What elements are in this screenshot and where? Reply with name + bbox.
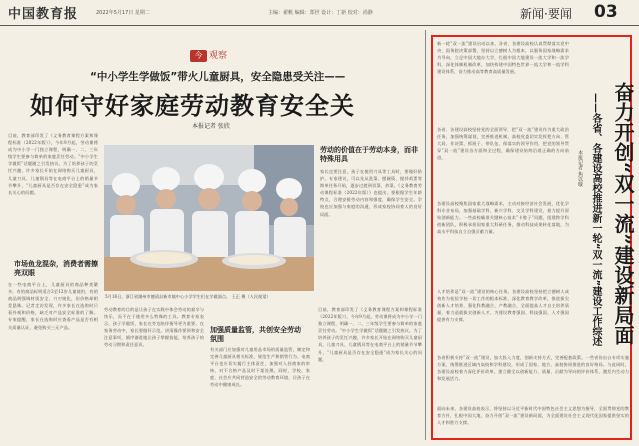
subhead-3: 加强质量监管，共创安全劳动氛围 [210, 326, 301, 343]
students-cooking-photo [104, 145, 314, 291]
article-byline: 本报记者 张欣 [192, 123, 230, 130]
masthead [0, 0, 639, 26]
photo-caption: 5月16日，浙江省湖州市德清县新市镇中心小学学生们在学做面点。 王正 摄（人民视觉） [105, 294, 271, 299]
newspaper-logo: 中国教育报 [8, 7, 79, 22]
article-body-col4b: 目前，教育部印发了《义务教育课程方案和课程标准（2022年版）》，今年9月起，劳动课将成为中小学一门独立课程，明确一、二、三年级学生要参与简单的家庭烹饪劳动。“中小学生学做饭”话题随之引发热议。为了培养孩子的烹饪兴趣，许多家长开始在网络购买儿童厨具，儿童刀具、儿童锅具等在电商平台上的销量节节攀升，“儿童厨具是否存在安全隐患”成为家长关心的问题。 [318, 307, 422, 362]
right-body-col3b: 面向未来，各建设高校表示，将坚持以习近平新时代中国特色社会主义思想为指导，全面贯彻党的教育方针，扎根中国大地，奋力开创“双一流”建设新局面，为全面建设社会主义现代化国家提供坚实的人才和智力支撑。 [437, 406, 629, 426]
subhead-1: 市场鱼龙混杂，消费者需擦亮双眼 [14, 260, 98, 277]
right-body-col2: 各建设高校聚焦国家重大战略需求，主动对接经济社会发展，优化学科专业布局，加强基础学科、新兴学科、交叉学科建设，着力提升原始创新能力。一些高校瞄准关键核心技术“卡脖子”问题，组建跨学科创新团队，积极承担国家重大科研任务，推动科技成果转化落地，为高水平科技自立自强贡献力量。 [437, 201, 569, 235]
column-tag [190, 43, 227, 62]
subhead-2: 劳动的价值在于劳动本身，而非特殊用具 [320, 146, 418, 163]
column-tag-label: 观察 [209, 51, 228, 61]
right-article-headline: 奋力开创“双一流”建设新局面 [611, 82, 635, 346]
right-article-byline: 本报记者 焦以璇 [577, 150, 583, 187]
column-divider [425, 30, 426, 440]
right-body-col3: 各省积极支持“双一流”建设，加大投入力度，创新支持方式，完善配套政策。一些省份出台专项实施方案，统筹推进区域内高校和学科建设，形成了国家、地方、高校协同推进的良好格局。与此同时，各建设高校着力深化评价改革，建立健全以创新能力、质量、贡献为导向的评价体系，激发内生动力和发展活力。 [437, 355, 629, 382]
right-body-col1b: 各省、各建设高校坚持党的全面领导，把“双一流”建设作为重大政治任务，加强统筹谋划，完善推进机制。高校党委切实发挥把方向、管大局、作决策、抓班子、带队伍、保落实的领导作用，把党的领导贯穿“双一流”建设各方面和全过程，确保建设始终沿着正确的方向前进。 [437, 127, 569, 161]
article-body-col1b: 在一些电商平台上，儿童厨具的商品种类繁多，有的商品标明适合3至12岁儿童使用，有的商品则强调材质安全、刀刃钝化，但价格却相差悬殊。记者走访发现，许多家长在选购时只看外观和价格，缺乏对产品安全标准的了解。专家提醒，家长在选购时应查看产品是否有相关质量认证，避免购买三无产品。 [8, 282, 98, 330]
article-body-col1: 目前，教育部印发了《义务教育课程方案和课程标准（2022年版）》，今年9月起，劳动课将成为中小学一门独立课程，明确一、二、三年级学生要参与简单的家庭烹饪劳动。“中小学生学做饭”话题随之引发热议。为了培养孩子的烹饪兴趣，许多家长开始在网络购买儿童厨具，儿童刀具、儿童锅具等在电商平台上的销量节节攀升，“儿童厨具是否存在安全隐患”成为家长关心的问题。 [8, 133, 98, 195]
article-body-col3: 有关部门应加强对儿童用品市场的质量监管，制定和完善儿童厨具相关标准，规范生产和销售行为。电商平台也应切实履行主体责任，加强对入驻商家的审核，对不合格产品及时下架处理。同时，学校、家庭、社会应共同营造安全的劳动教育环境，让孩子在劳动中健康成长。 [210, 347, 310, 388]
page-number: 03 [594, 2, 618, 22]
issue-date: 2022年5月17日 星期二 [96, 10, 150, 16]
article-headline: 如何守好家庭劳动教育安全关 [30, 91, 355, 120]
right-body-col1: 新一轮“双一流”建设启动以来，各省、各建设高校认真贯彻落实党中央、国务院决策部署，坚持以立德树人为根本，以服务国家战略需求为导向，立足中国大地办大学，扎根中国大地建设一流大学和一流学科，深化体制机制改革，加快构建中国特色世界一流大学和一流学科建设体系，奋力推动高等教育高质量发展。 [437, 41, 569, 75]
right-article-subhead: ——各省、各建设高校推进新一轮“双一流”建设工作综述 [590, 93, 601, 347]
article-body-col2: 劳动教育的目的是让孩子在实践中体会劳动的艰辛与快乐，而不在于使用多么特殊的工具。教育专家表示，孩子学做饭，家长在旁边陪伴指导更为重要。在家务劳动中，家长要做好示范，讲清操作要领和安全注意事项，循序渐进地让孩子掌握技能，培养孩子的劳动习惯和责任意识。 [104, 307, 204, 348]
article-kicker: “中小学生学做饭”带火儿童厨具，安全隐患受关注—— [90, 71, 346, 83]
editor-credits: 主编：翟帆 编辑：郑世 设计：丁新 校对：尚静 [268, 10, 373, 16]
article-body-col4a: 家长也要注意，孩子在使用刀具等工具时，要做好防护。专家建议，可以先从洗菜、摆碗筷、搅拌鸡蛋等简单任务开始，逐步过渡到切菜、炒菜。《义务教育劳动课程标准（2022年版）》也提出，要根据学生年龄特点，合理安排劳动内容和强度，确保学生安全。学校也应加强与家庭的沟通，形成家校协同育人的良好局面。 [320, 169, 422, 217]
today-watch-icon: 今 [190, 50, 207, 62]
section-title: 新闻·要闻 [520, 7, 572, 21]
right-body-col2b: 人才培养是“双一流”建设的核心任务。各建设高校坚持把立德树人成效作为检验学校一切工作的根本标准，深化教育教学改革，推进拔尖创新人才培养，强化科教融合、产教融合，全面提高人才自主培养质量，着力造就拔尖创新人才，为建设教育强国、科技强国、人才强国提供有力支撑。 [437, 289, 569, 323]
article-photo [104, 145, 314, 291]
